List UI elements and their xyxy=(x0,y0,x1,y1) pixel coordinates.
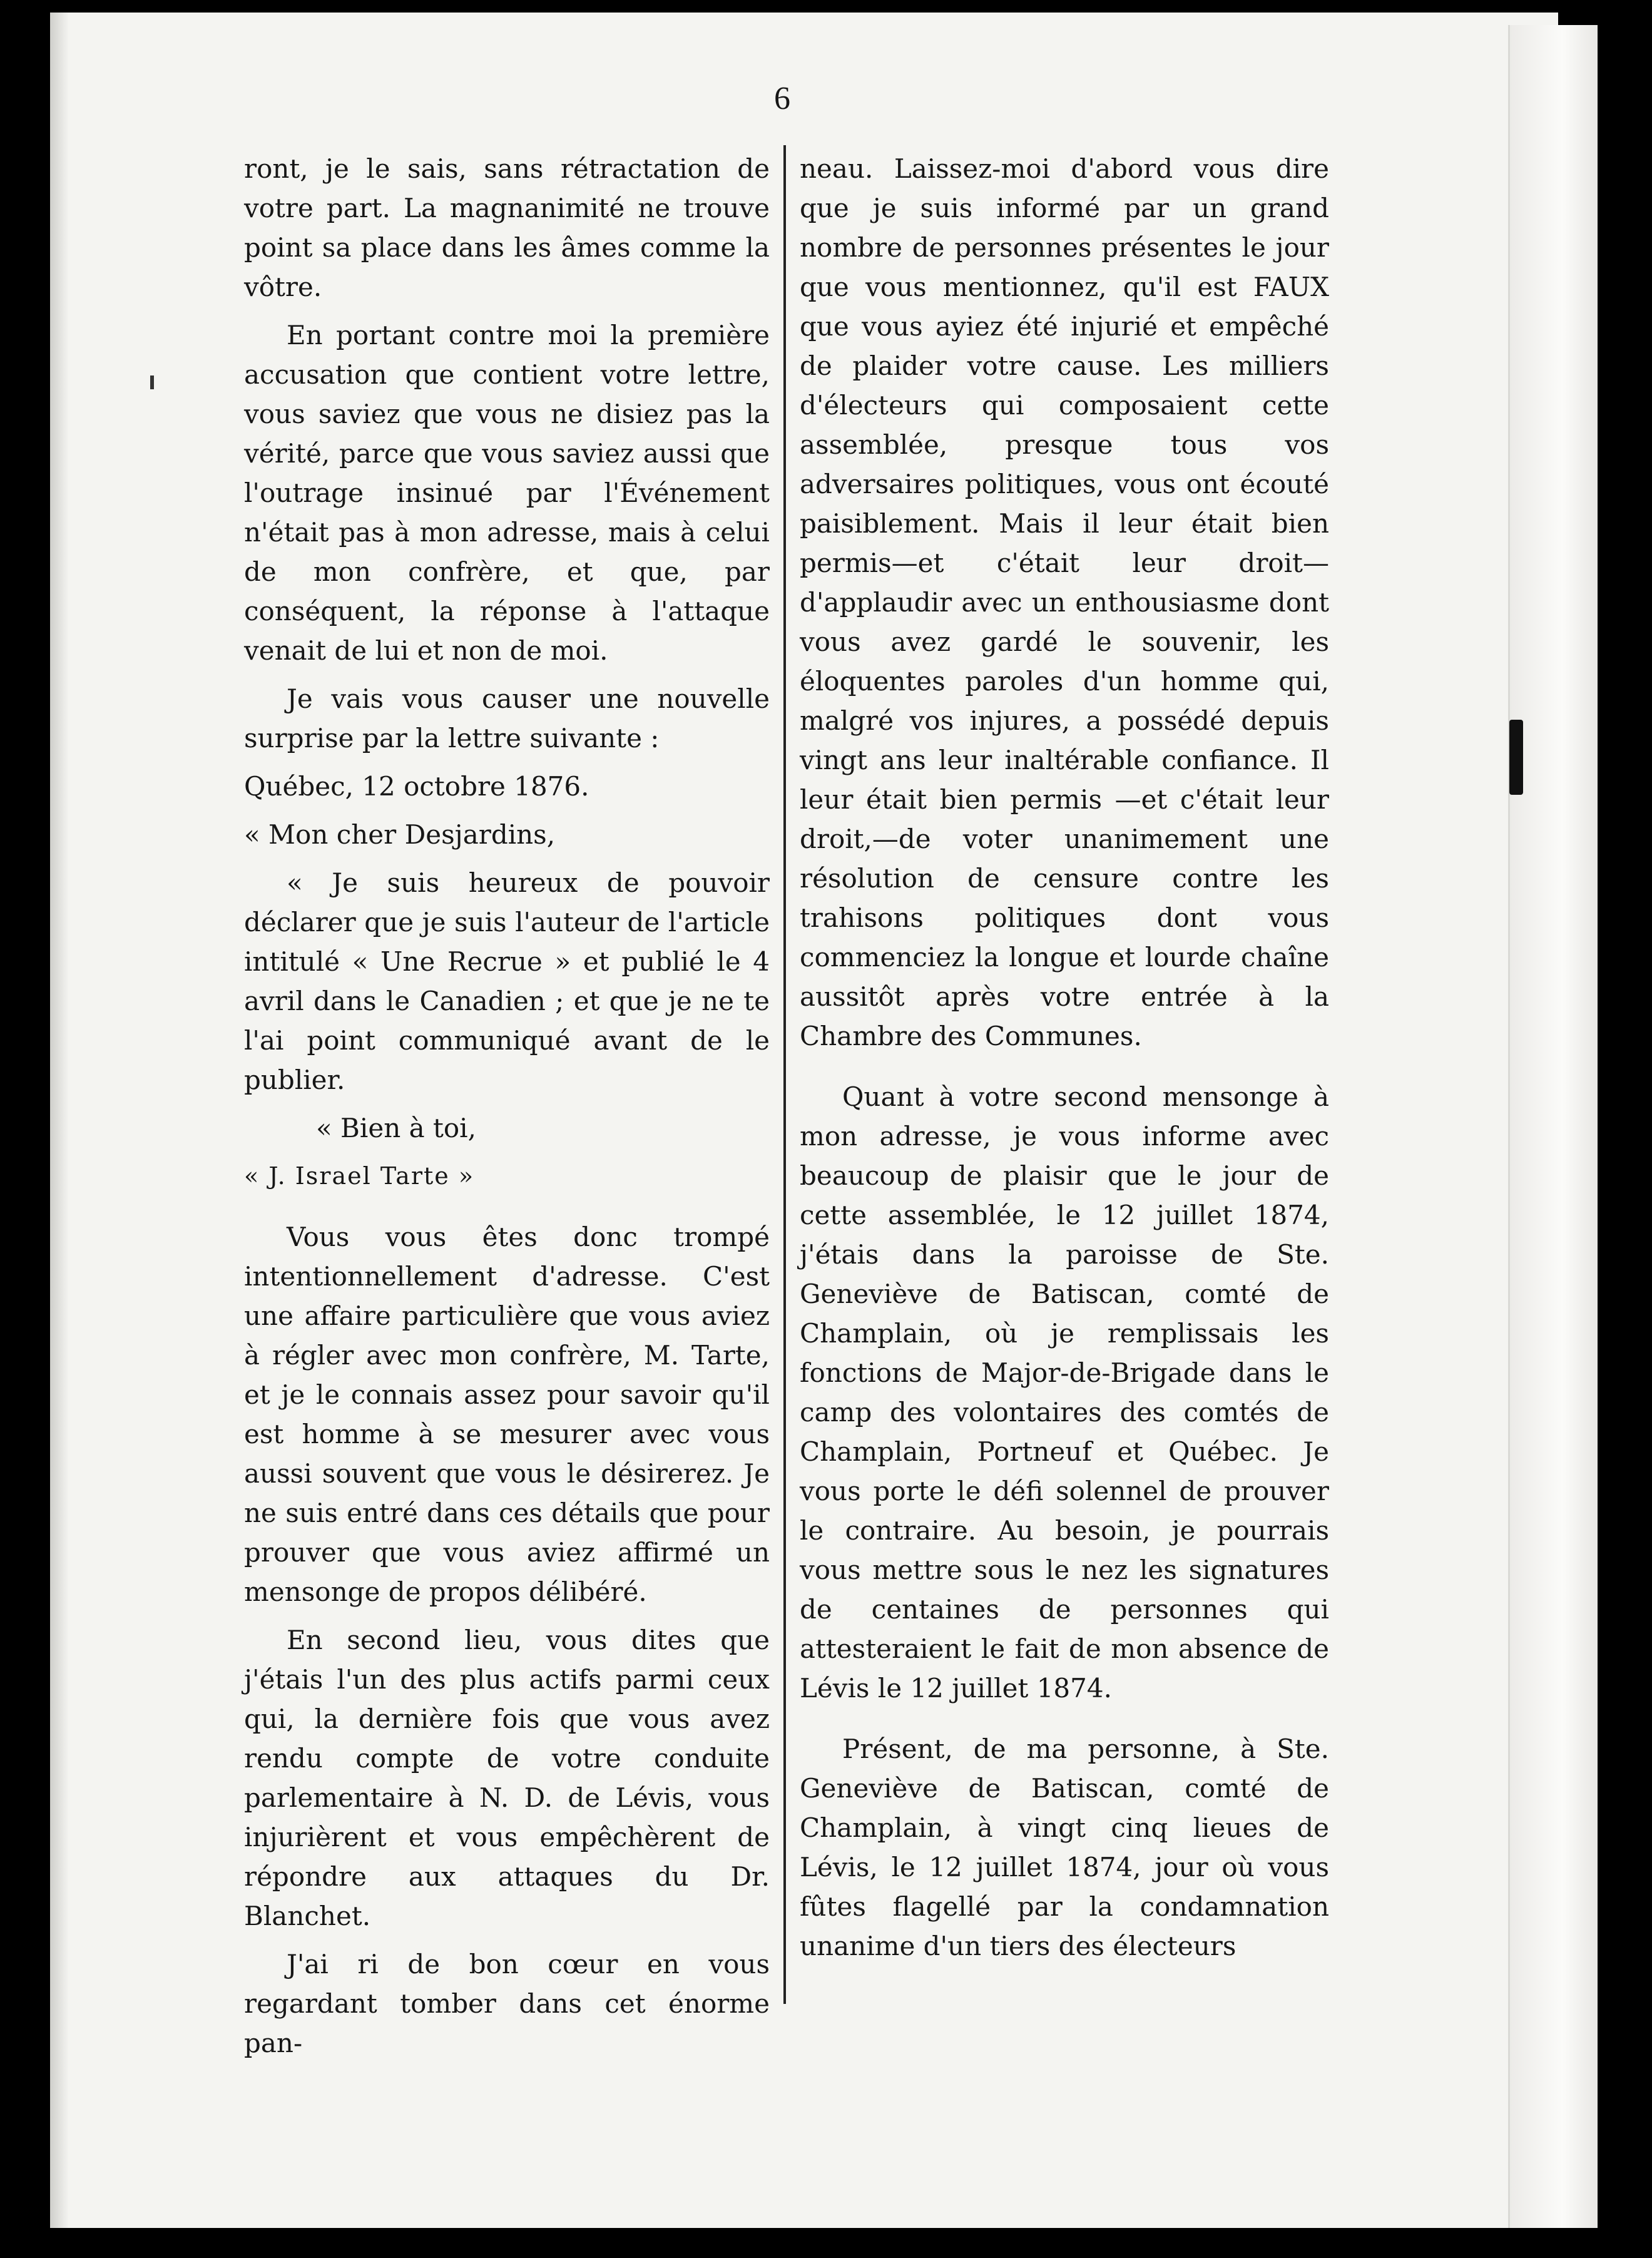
next-page-edge xyxy=(1508,25,1598,2228)
paragraph: Vous vous êtes donc trompé intentionnellement d'adresse. C'est une affaire particulière que vous aviez à régler avec mon confrère, M. Tarte, et je le connais assez pour savoir qu'il est homme à se mesurer avec vous aussi souvent que vous le désirerez. Je ne suis entré dans ces détails que pour prouver que vous aviez affirmé un mensonge de propos délibéré. xyxy=(244,1222,770,1607)
paragraph: Quant à votre second mensonge à mon adresse, je vous informe avec beaucoup de plaisir que le jour de cette assemblée, le 12 juillet 1874, j'étais dans la paroisse de Ste. Geneviève de Batiscan, comté de Champlain, où je remplissais les fonctions de Major-de-Brigade dans le camp des volontaires des comtés de Champlain, Portneuf et Québec. Je vous porte le défi solennel de prouver le contraire. Au besoin, je pourrais vous mettre sous le nez les signatures de centaines de personnes qui attesteraient le fait de mon absence de Lévis le 12 juillet 1874. xyxy=(800,1081,1329,1704)
letter-closing: « Bien à toi, xyxy=(316,1113,476,1143)
letter-salutation: « Mon cher Desjardins, xyxy=(244,819,556,850)
right-text-column xyxy=(800,149,1329,1974)
paragraph: Présent, de ma personne, à Ste. Geneviève de Batiscan, comté de Champlain, à vingt cinq lieues de Lévis, le 12 juillet 1874, jour où vous fûtes flagellé par la condamnation unanime d'un tiers des électeurs xyxy=(800,1734,1329,1961)
paragraph: ront, je le sais, sans rétractation de votre part. La magnanimité ne trouve point sa place dans les âmes comme la vôtre. xyxy=(244,153,770,302)
letter-dateline: Québec, 12 octobre 1876. xyxy=(244,771,589,802)
paragraph: En portant contre moi la première accusation que contient votre lettre, vous saviez que vous ne disiez pas la vérité, parce que vous saviez aussi que l'outrage insinué par l'Événement n'était pas à mon adresse, mais à celui de mon confrère, et que, par conséquent, la réponse à l'attaque venait de lui et non de moi. xyxy=(244,320,770,666)
column-divider xyxy=(783,145,786,2004)
page-fold-shadow xyxy=(50,13,69,2228)
left-text-column xyxy=(244,149,770,2072)
paragraph: En second lieu, vous dites que j'étais l'un des plus actifs parmi ceux qui, la dernière fois que vous avez rendu compte de votre conduite parlementaire à N. D. de Lévis, vous injurièrent et vous empêchèrent de répondre aux attaques du Dr. Blanchet. xyxy=(244,1625,770,1931)
letter-body: « Je suis heureux de pouvoir déclarer que je suis l'auteur de l'article intitulé « Une Recrue » et publié le 4 avril dans le Canadien ; et que je ne te l'ai point communiqué avant de le publier. xyxy=(244,867,770,1095)
paragraph: Je vais vous causer une nouvelle surprise par la lettre suivante : xyxy=(244,683,770,754)
scan-speck xyxy=(150,375,154,389)
letter-signature: « J. Israel Tarte » xyxy=(244,1162,475,1190)
scan-speck xyxy=(1509,720,1523,795)
paragraph: neau. Laissez-moi d'abord vous dire que je suis informé par un grand nombre de personnes présentes le jour que vous mentionnez, qu'il est FAUX que vous ayiez été injurié et empêché de plaider votre cause. Les milliers d'électeurs qui composaient cette assemblée, presque tous vos adversaires politiques, vous ont écouté paisiblement. Mais il leur était bien permis—et c'était leur droit—d'applaudir avec un enthousiasme dont vous avez gardé le souvenir, les éloquentes paroles d'un homme qui, malgré vos injures, a possédé depuis vingt ans leur inaltérable confiance. Il leur était bien permis —et c'était leur droit,—de voter unanimement une résolution de censure contre les trahisons politiques dont vous commenciez la longue et lourde chaîne aussitôt après votre entrée à la Chambre des Communes. xyxy=(800,153,1329,1051)
page-number: 6 xyxy=(774,81,790,116)
paragraph: J'ai ri de bon cœur en vous regardant tomber dans cet énorme pan- xyxy=(244,1949,770,2058)
